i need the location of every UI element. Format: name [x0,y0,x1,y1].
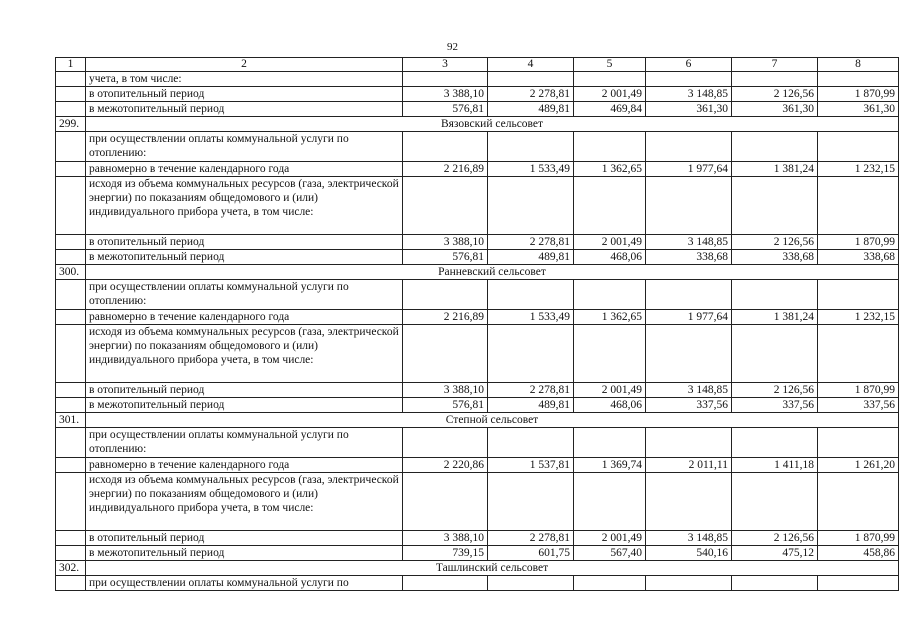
evenly-row [56,458,899,473]
value-cell: 1 533,49 [488,310,574,325]
value-cell: 338,68 [732,250,818,265]
section-number: 302. [56,561,86,576]
row-label: в отопительный период [86,531,403,546]
section-number: 299. [56,117,86,132]
row-label: при осуществлении оплаты коммунальной услуги по отоплению: [86,132,403,162]
row-label: в отопительный период [86,383,403,398]
value-cell: 1 977,64 [646,162,732,177]
section-title: Вязовский сельсовет [86,117,899,132]
value-cell [818,177,899,235]
row-label: в межотопительный период [86,250,403,265]
value-cell [403,72,488,87]
value-cell: 2 011,11 [646,458,732,473]
value-cell: 1 411,18 [732,458,818,473]
value-cell: 2 278,81 [488,87,574,102]
row-label: при осуществлении оплаты коммунальной услуги по отоплению: [86,280,403,310]
evenly-row [56,162,899,177]
value-cell [574,72,646,87]
value-cell [818,576,899,591]
value-cell: 2 220,86 [403,458,488,473]
value-cell: 489,81 [488,102,574,117]
row-label: равномерно в течение календарного года [86,458,403,473]
value-cell: 1 232,15 [818,310,899,325]
value-cell: 475,12 [732,546,818,561]
value-cell [488,72,574,87]
row-label: исходя из объема коммунальных ресурсов (газа, электрической энергии) по показаниям общедомового и (или) индивидуального прибора учета, в том числе: [86,325,403,383]
row-number-cell [56,235,86,250]
continuation-row [56,72,899,87]
row-number-cell [56,72,86,87]
intro-row [56,280,899,310]
column-header: 6 [646,58,732,72]
value-cell [488,177,574,235]
row-number-cell [56,458,86,473]
value-cell: 2 001,49 [574,531,646,546]
value-cell [732,280,818,310]
section-header-row [56,117,899,132]
value-cell [574,132,646,162]
column-header: 5 [574,58,646,72]
value-cell: 337,56 [732,398,818,413]
column-header: 4 [488,58,574,72]
row-label: в отопительный период [86,87,403,102]
section-number: 300. [56,265,86,280]
value-cell [403,177,488,235]
value-cell: 458,86 [818,546,899,561]
section-number: 301. [56,413,86,428]
value-cell: 3 148,85 [646,235,732,250]
column-header: 2 [86,58,403,72]
value-cell [646,576,732,591]
value-cell: 1 537,81 [488,458,574,473]
row-label: при осуществлении оплаты коммунальной услуги по отоплению: [86,428,403,458]
value-cell [646,325,732,383]
row-number-cell [56,280,86,310]
value-cell [646,72,732,87]
value-cell [646,132,732,162]
value-cell: 2 001,49 [574,383,646,398]
value-cell: 468,06 [574,250,646,265]
heating-period-row [56,87,899,102]
value-cell [488,280,574,310]
column-header: 8 [818,58,899,72]
value-cell [732,177,818,235]
column-header: 1 [56,58,86,72]
value-cell: 2 126,56 [732,235,818,250]
interheating-period-row [56,546,899,561]
section-title: Степной сельсовет [86,413,899,428]
heating-period-row [56,531,899,546]
value-cell: 469,84 [574,102,646,117]
row-number-cell [56,546,86,561]
value-cell [646,473,732,531]
value-cell: 489,81 [488,250,574,265]
value-cell [403,576,488,591]
section-header-row [56,413,899,428]
row-number-cell [56,250,86,265]
section-header-row [56,265,899,280]
value-cell [488,325,574,383]
row-number-cell [56,383,86,398]
page-number: 92 [447,41,458,53]
row-number-cell [56,398,86,413]
value-cell [732,473,818,531]
value-cell [488,473,574,531]
tariff-table [55,57,899,591]
row-label: равномерно в течение календарного года [86,162,403,177]
value-cell: 3 148,85 [646,531,732,546]
header-row [56,58,899,72]
value-cell [732,325,818,383]
value-cell: 338,68 [818,250,899,265]
value-cell [574,280,646,310]
row-number-cell [56,177,86,235]
value-cell: 338,68 [646,250,732,265]
value-cell: 1 977,64 [646,310,732,325]
value-cell [403,280,488,310]
column-header: 3 [403,58,488,72]
value-cell: 1 261,20 [818,458,899,473]
value-cell [818,72,899,87]
section-header-row [56,561,899,576]
intro-row [56,132,899,162]
value-cell [818,473,899,531]
value-cell: 3 388,10 [403,383,488,398]
value-cell: 1 232,15 [818,162,899,177]
value-cell: 361,30 [732,102,818,117]
value-cell [732,428,818,458]
value-cell: 601,75 [488,546,574,561]
value-cell: 468,06 [574,398,646,413]
value-cell: 576,81 [403,398,488,413]
row-number-cell [56,87,86,102]
value-cell: 3 148,85 [646,383,732,398]
value-cell [646,280,732,310]
value-cell: 3 388,10 [403,87,488,102]
value-cell: 337,56 [646,398,732,413]
value-cell [574,177,646,235]
value-cell [732,72,818,87]
value-cell [403,132,488,162]
value-cell [574,473,646,531]
value-cell: 337,56 [818,398,899,413]
row-number-cell [56,325,86,383]
value-cell: 3 148,85 [646,87,732,102]
value-cell [646,177,732,235]
column-header: 7 [732,58,818,72]
value-cell: 739,15 [403,546,488,561]
value-cell: 1 533,49 [488,162,574,177]
section-title: Ташлинский сельсовет [86,561,899,576]
value-cell [488,132,574,162]
value-cell: 2 278,81 [488,531,574,546]
row-number-cell [56,428,86,458]
value-cell: 1 362,65 [574,310,646,325]
value-cell [732,576,818,591]
value-cell: 1 369,74 [574,458,646,473]
value-cell: 2 126,56 [732,383,818,398]
value-cell: 489,81 [488,398,574,413]
value-cell: 2 278,81 [488,383,574,398]
value-cell [403,325,488,383]
evenly-row [56,310,899,325]
value-cell: 2 278,81 [488,235,574,250]
value-cell [488,576,574,591]
value-cell: 1 870,99 [818,87,899,102]
interheating-period-row [56,398,899,413]
row-number-cell [56,102,86,117]
value-cell [818,325,899,383]
value-cell: 3 388,10 [403,235,488,250]
value-cell [646,428,732,458]
by-meter-row [56,177,899,235]
value-cell: 2 001,49 [574,87,646,102]
row-label: при осуществлении оплаты коммунальной услуги по [86,576,403,591]
value-cell: 1 870,99 [818,531,899,546]
row-label: в межотопительный период [86,546,403,561]
value-cell [488,428,574,458]
value-cell [403,473,488,531]
value-cell: 361,30 [818,102,899,117]
row-number-cell [56,473,86,531]
value-cell: 576,81 [403,102,488,117]
value-cell: 576,81 [403,250,488,265]
intro-row [56,576,899,591]
value-cell: 1 381,24 [732,162,818,177]
row-number-cell [56,531,86,546]
value-cell: 540,16 [646,546,732,561]
value-cell: 1 381,24 [732,310,818,325]
value-cell [403,428,488,458]
value-cell: 2 126,56 [732,87,818,102]
row-label: в межотопительный период [86,398,403,413]
section-title: Ранневский сельсовет [86,265,899,280]
row-label: исходя из объема коммунальных ресурсов (газа, электрической энергии) по показаниям общедомового и (или) индивидуального прибора учета, в том числе: [86,177,403,235]
value-cell [818,280,899,310]
value-cell [574,325,646,383]
value-cell: 2 216,89 [403,310,488,325]
row-label: исходя из объема коммунальных ресурсов (газа, электрической энергии) по показаниям общедомового и (или) индивидуального прибора учета, в том числе: [86,473,403,531]
row-number-cell [56,132,86,162]
value-cell: 361,30 [646,102,732,117]
value-cell: 2 216,89 [403,162,488,177]
interheating-period-row [56,102,899,117]
heating-period-row [56,235,899,250]
row-label: в отопительный период [86,235,403,250]
value-cell [574,428,646,458]
by-meter-row [56,325,899,383]
value-cell [818,428,899,458]
value-cell: 2 126,56 [732,531,818,546]
value-cell: 1 870,99 [818,235,899,250]
row-number-cell [56,162,86,177]
value-cell [574,576,646,591]
value-cell: 567,40 [574,546,646,561]
value-cell [732,132,818,162]
heating-period-row [56,383,899,398]
row-label: учета, в том числе: [86,72,403,87]
intro-row [56,428,899,458]
row-number-cell [56,576,86,591]
row-label: равномерно в течение календарного года [86,310,403,325]
row-number-cell [56,310,86,325]
by-meter-row [56,473,899,531]
interheating-period-row [56,250,899,265]
value-cell: 3 388,10 [403,531,488,546]
value-cell [818,132,899,162]
value-cell: 2 001,49 [574,235,646,250]
value-cell: 1 362,65 [574,162,646,177]
row-label: в межотопительный период [86,102,403,117]
value-cell: 1 870,99 [818,383,899,398]
